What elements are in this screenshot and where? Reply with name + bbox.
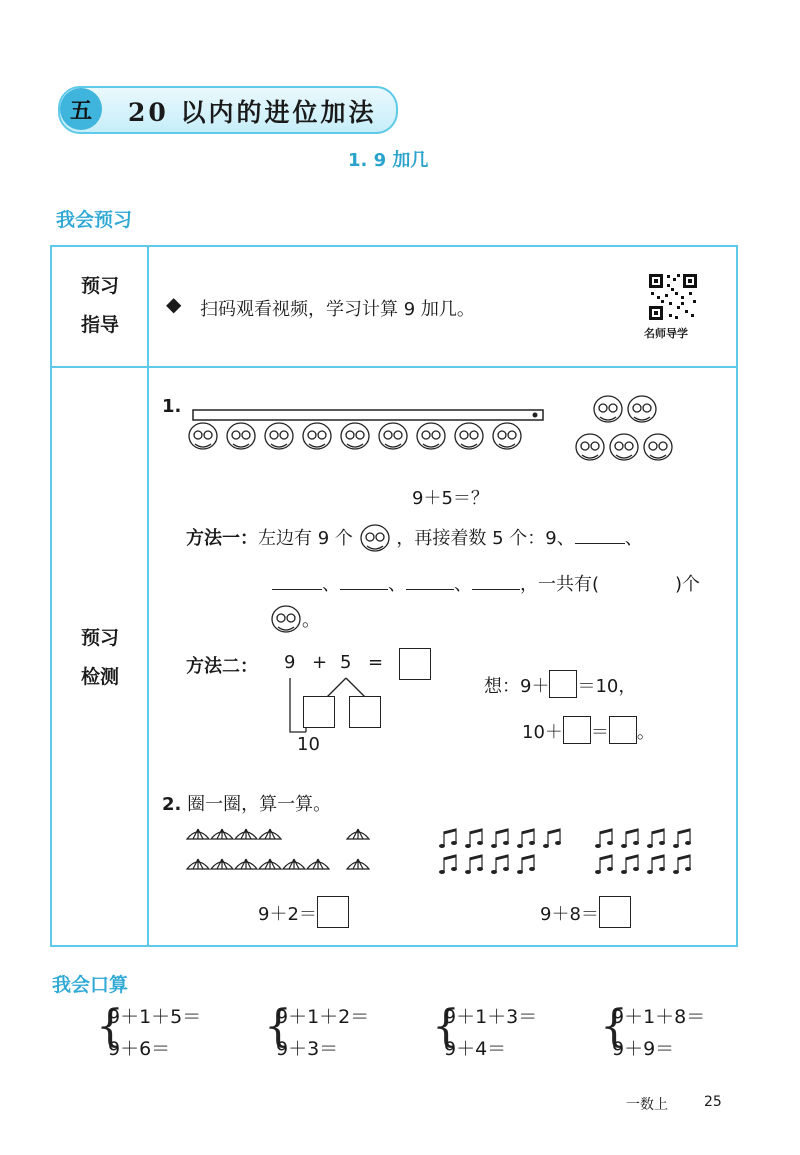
split-box-left[interactable]: [303, 696, 335, 728]
note-icon: [673, 829, 691, 848]
blank-3[interactable]: [340, 571, 388, 590]
q2-heading: [162, 790, 331, 816]
method2-num-9: 9: [284, 652, 296, 673]
note-icon: [621, 855, 639, 874]
shell-icon: [235, 859, 257, 869]
think-line2: [522, 716, 655, 744]
shell-icon: [235, 829, 257, 839]
method1-sep-3: 、: [454, 574, 472, 595]
method1-sep-2: 、: [388, 574, 406, 595]
think-line1: [484, 670, 636, 698]
method1-sep-1: 、: [322, 574, 340, 595]
shell-icon: [259, 829, 281, 839]
note-icon: [673, 855, 691, 874]
guide-text: 扫码观看视频，学习计算 9 加几。: [200, 299, 475, 320]
monkey-icon: [270, 604, 302, 634]
monkey-icon: [455, 423, 483, 449]
shell-icon: [259, 859, 281, 869]
monkey-icon: [341, 423, 369, 449]
method1-line2: [272, 570, 700, 596]
blank-2[interactable]: [272, 571, 322, 590]
method2-num-5: 5: [340, 652, 352, 673]
method1-label: 方法一：: [186, 528, 258, 549]
think-line2-c: 。: [636, 722, 655, 743]
note-icon: [543, 829, 561, 848]
lesson-title: 1. 9 加几: [348, 150, 429, 171]
shell-icon: [347, 859, 369, 869]
monkey-icon: [227, 423, 255, 449]
monkey-icon: [265, 423, 293, 449]
brace-icon: {: [432, 1001, 460, 1052]
section-oral-heading: 我会口算: [52, 974, 129, 996]
note-icon: [595, 855, 613, 874]
brace-icon: {: [96, 1001, 124, 1052]
q2-title: 圈一圈，算一算。: [187, 794, 332, 815]
monkey-icon: [379, 423, 407, 449]
oral-2-line2: 9＋3＝: [276, 1038, 339, 1060]
q2-number: 2.: [162, 794, 182, 815]
music-notes-illustration: [438, 826, 700, 876]
five-monkeys-illustration: [570, 392, 680, 466]
unit-title: 20 以内的进位加法: [128, 98, 377, 127]
monkey-icon: [359, 524, 391, 552]
split-ten: 10: [297, 734, 320, 755]
blank-1[interactable]: [575, 525, 625, 544]
oral-1-line2: 9＋6＝: [108, 1038, 171, 1060]
note-icon: [491, 829, 509, 848]
qr-code-icon[interactable]: [647, 272, 699, 322]
note-icon: [465, 855, 483, 874]
oral-2-line1: 9＋1＋2＝: [276, 1006, 370, 1028]
oral-3-line2: 9＋4＝: [444, 1038, 507, 1060]
monkey-icon: [576, 434, 604, 460]
oral-4-line2: 9＋9＝: [612, 1038, 675, 1060]
shell-icon: [211, 829, 233, 839]
shell-icon: [347, 829, 369, 839]
oral-4-line1: 9＋1＋8＝: [612, 1006, 706, 1028]
monkey-icon: [628, 396, 656, 422]
split-box-right[interactable]: [349, 696, 381, 728]
check-label-line2: 检测: [80, 666, 119, 688]
method1-sep-0: 、: [624, 528, 643, 549]
note-icon: [595, 829, 613, 848]
think-line2-b: ＝: [590, 722, 609, 743]
shells-illustration: [185, 825, 375, 879]
monkey-icon: [594, 396, 622, 422]
think-box-1[interactable]: [549, 670, 577, 698]
guide-label-line1: 预习: [80, 275, 119, 297]
think-box-3[interactable]: [609, 716, 637, 744]
monkey-icon: [610, 434, 638, 460]
method1-text-d: )个: [675, 574, 701, 595]
note-icon: [517, 855, 535, 874]
method1-text-a: 左边有 9 个: [258, 528, 353, 549]
note-icon: [647, 855, 665, 874]
method1-text-c: ，一共有(: [520, 574, 600, 595]
note-icon: [439, 855, 457, 874]
unit-badge: 五: [60, 88, 102, 130]
monkey-icon: [417, 423, 445, 449]
note-icon: [465, 829, 483, 848]
q2-left-equation: [258, 896, 349, 928]
qr-caption: 名师导学: [644, 327, 688, 340]
shell-icon: [187, 829, 209, 839]
think-line2-a: 10＋: [522, 722, 563, 743]
method2-equals: =: [368, 652, 384, 673]
footer-book: 一数上: [626, 1097, 668, 1113]
method2-answer-box[interactable]: [399, 648, 431, 680]
note-icon: [517, 829, 535, 848]
think-line1-a: 想：9＋: [484, 676, 550, 697]
blank-5[interactable]: [472, 571, 520, 590]
q2-left-answer-box[interactable]: [317, 896, 349, 928]
q2-right-answer-box[interactable]: [599, 896, 631, 928]
guide-label-line2: 指导: [80, 314, 119, 336]
oral-1-line1: 9＋1＋5＝: [108, 1006, 202, 1028]
shell-icon: [211, 859, 233, 869]
q2-left-eq-text: 9＋2＝: [258, 904, 317, 925]
blank-4[interactable]: [406, 571, 454, 590]
q2-right-eq-text: 9＋8＝: [540, 904, 599, 925]
note-icon: [439, 829, 457, 848]
brace-icon: {: [264, 1001, 292, 1052]
monkey-icon: [303, 423, 331, 449]
note-icon: [621, 829, 639, 848]
brace-icon: {: [600, 1001, 628, 1052]
counting-frame-illustration: [185, 408, 550, 454]
section-preview-heading: 我会预习: [56, 209, 133, 231]
guide-bullet: ◆: [166, 292, 182, 316]
page-number: 25: [704, 1094, 722, 1110]
shell-icon: [307, 859, 329, 869]
think-line1-b: ＝10，: [577, 676, 637, 697]
table-column-divider: [147, 245, 149, 947]
q1-question: 9＋5＝？: [412, 488, 489, 509]
method1-text-b: ，再接着数 5 个：9、: [396, 528, 575, 549]
method2-plus: +: [312, 652, 328, 673]
monkey-icon: [493, 423, 521, 449]
monkey-icon: [644, 434, 672, 460]
think-box-2[interactable]: [563, 716, 591, 744]
note-icon: [647, 829, 665, 848]
oral-3-line1: 9＋1＋3＝: [444, 1006, 538, 1028]
method2-label: 方法二：: [186, 656, 258, 677]
method1-line1: [186, 524, 643, 552]
shell-icon: [283, 859, 305, 869]
method1-line3: [270, 604, 320, 634]
check-label-line1: 预习: [80, 627, 119, 649]
monkey-icon: [189, 423, 217, 449]
q1-number: 1.: [162, 396, 182, 417]
q2-right-equation: [540, 896, 631, 928]
method1-end: 。: [302, 610, 320, 631]
shell-icon: [187, 859, 209, 869]
table-row-divider: [50, 366, 738, 368]
note-icon: [491, 855, 509, 874]
